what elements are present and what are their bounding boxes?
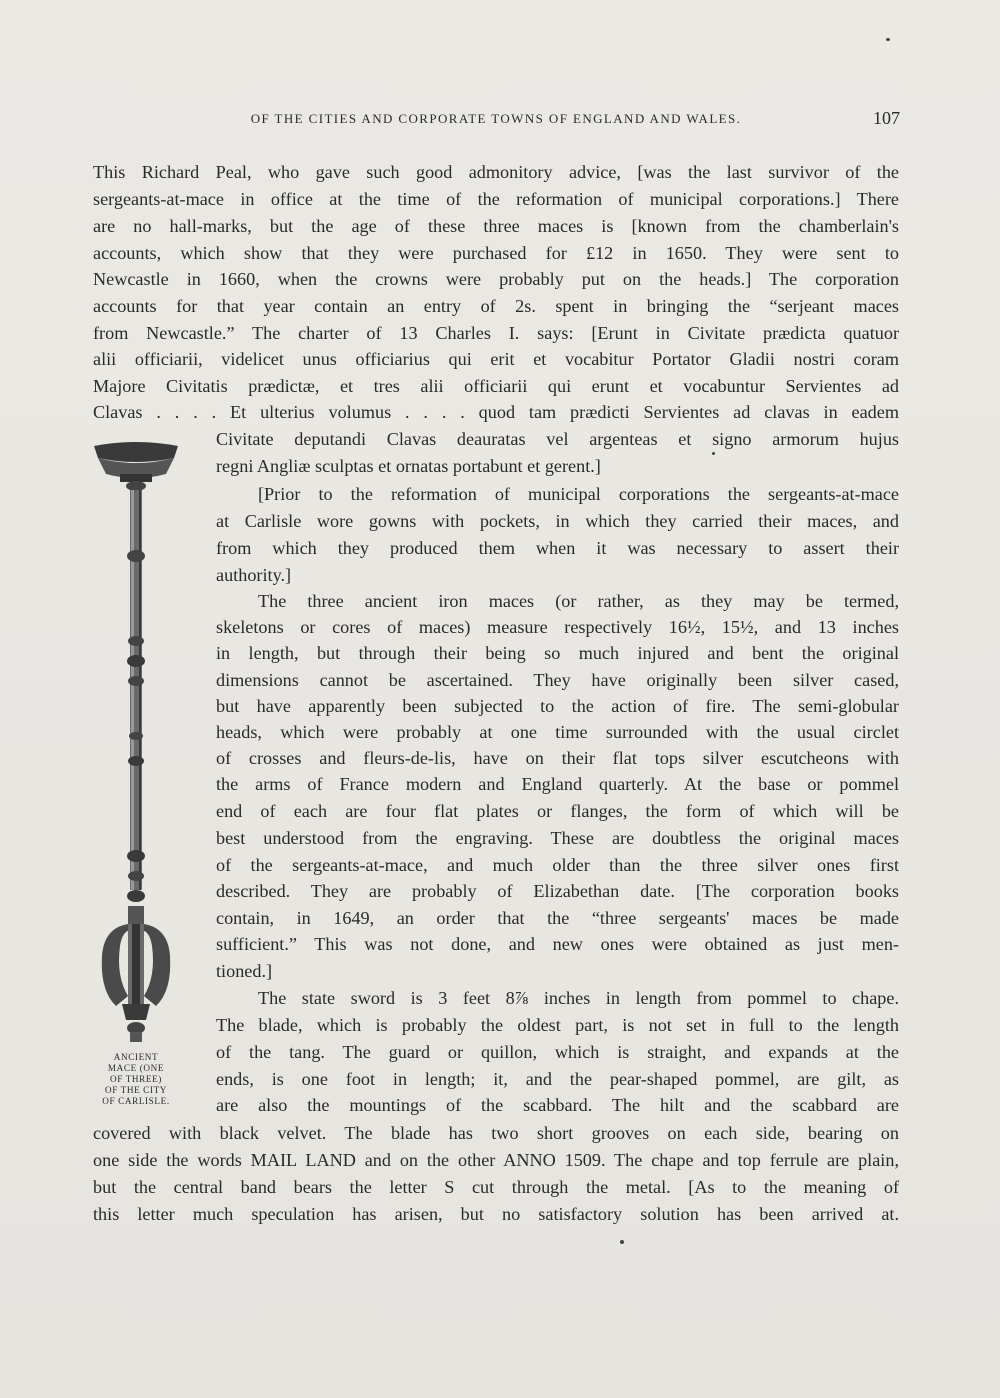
text-line: end of each are four flat plates or flanges, the form of which will be [216,801,899,821]
text-line: are also the mountings of the scabbard. The hilt and the scabbard are [216,1095,899,1115]
text-line: of the sergeants-at-mace, and much older than the three silver ones first [216,855,899,875]
speck [712,452,715,455]
text-line: of crosses and fleurs-de-lis, have on their flat tops silver escutcheons with [216,748,899,768]
text-line: sufficient.” This was not done, and new ones were obtained as just men- [216,934,899,954]
text-line: sergeants-at-mace in office at the time of the reformation of municipal corporations.] There [93,189,899,209]
text-line: from Newcastle.” The charter of 13 Charles I. says: [Erunt in Civitate prædicta quatuor [93,323,899,343]
text-line: accounts, which show that they were purchased for £12 in 1650. They were sent to [93,243,899,263]
caption-line: OF THREE) [110,1074,162,1084]
text-line: ends, is one foot in length; it, and the pear-shaped pommel, are gilt, as [216,1069,899,1089]
text-line: The blade, which is probably the oldest part, is not set in full to the length [216,1015,899,1035]
text-line: This Richard Peal, who gave such good admonitory advice, [was the last survivor of the [93,162,899,182]
text-line: alii officiarii, videlicet unus officiarius qui erit et vocabitur Portator Gladii nostri coram [93,349,899,369]
text-line: of the tang. The guard or quillon, which is straight, and expands at the [216,1042,899,1062]
figure-caption [80,1052,192,1107]
speck [620,1240,624,1244]
text-line: are no hall-marks, but the age of these three maces is [known from the chamberlain's [93,216,899,236]
text-line: but the central band bears the letter S cut through the metal. [As to the meaning of [93,1177,899,1197]
text-line: Majore Civitatis prædictæ, et tres alii officiarii qui erunt et vocabuntur Servientes ad [93,376,899,396]
text-line: from which they produced them when it was necessary to assert their [216,538,899,558]
text-line: authority.] [216,565,292,585]
text-line: Newcastle in 1660, when the crowns were probably put on the heads.] The corporation [93,269,899,289]
text-line: this letter much speculation has arisen, but no satisfactory solution has been arrived at. [93,1204,899,1224]
text-line: Civitate deputandi Clavas deauratas vel argenteas et signo armorum hujus [216,429,899,449]
text-line: but have apparently been subjected to the action of fire. The semi-globular [216,696,899,716]
text-line: at Carlisle wore gowns with pockets, in which they carried their maces, and [216,511,899,531]
speck [886,38,890,41]
text-line: accounts for that year contain an entry of 2s. spent in bringing the “serjeant maces [93,296,899,316]
text-line: best understood from the engraving. These are doubtless the original maces [216,828,899,848]
caption-line: ANCIENT [113,1052,159,1062]
text-line: regni Angliæ sculptas et ornatas portabunt et gerent.] [216,456,601,476]
text-line: one side the words MAIL LAND and on the other ANNO 1509. The chape and top ferrule are plain, [93,1150,899,1170]
running-title: OF THE CITIES AND CORPORATE TOWNS OF ENGLAND AND WALES. [250,111,742,126]
caption-line: OF CARLISLE. [102,1096,170,1106]
caption-line: MACE (ONE [107,1063,165,1073]
text-line: tioned.] [216,961,273,981]
text-line: in length, but through their being so much injured and bent the original [216,643,899,663]
text-line: contain, in 1649, an order that the “three sergeants' maces be made [216,908,899,928]
mace-illustration [86,436,186,1048]
running-head [92,108,900,132]
text-line: described. They are probably of Elizabethan date. [The corporation books [216,881,899,901]
page-number: 107 [873,108,900,128]
text-line: The state sword is 3 feet 8⅞ inches in length from pommel to chape. [258,988,899,1008]
text-line: skeletons or cores of maces) measure respectively 16½, 15½, and 13 inches [216,617,899,637]
text-line: Clavas . . . . Et ulterius volumus . . . . quod tam prædicti Servientes ad clavas in eadem [93,402,899,422]
text-line: heads, which were probably at one time surrounded with the usual circlet [216,722,899,742]
text-line: covered with black velvet. The blade has two short grooves on each side, bearing on [93,1123,899,1143]
text-line: the arms of France modern and England quarterly. At the base or pommel [216,774,899,794]
text-line: dimensions cannot be ascertained. They have originally been silver cased, [216,670,899,690]
text-line: The three ancient iron maces (or rather, as they may be termed, [258,591,899,611]
text-line: [Prior to the reformation of municipal corporations the sergeants-at-mace [258,484,899,504]
caption-line: OF THE CITY [104,1085,168,1095]
